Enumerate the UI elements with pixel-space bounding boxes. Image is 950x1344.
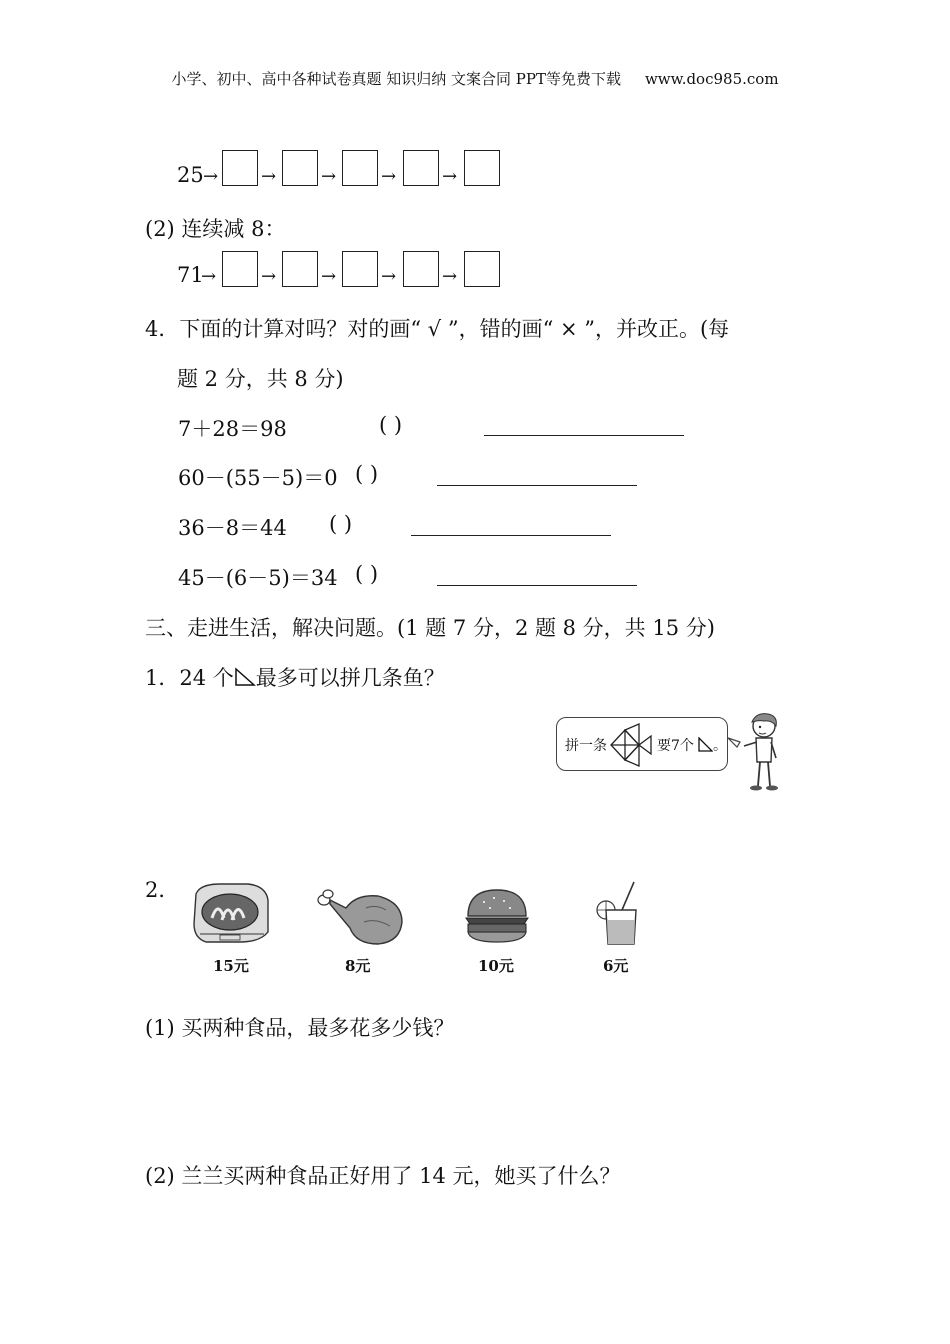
judge-paren[interactable]: ( ) xyxy=(329,512,353,536)
arrow-icon: → xyxy=(201,266,217,287)
answer-box[interactable] xyxy=(282,251,318,287)
q1-text xyxy=(145,662,445,692)
page-header xyxy=(0,68,950,89)
q2-sub2: (2) 兰兰买两种食品正好用了 14 元，她买了什么？ xyxy=(145,1164,621,1188)
price-label: 8元 xyxy=(345,957,371,975)
answer-box[interactable] xyxy=(222,150,258,186)
arrow-icon: → xyxy=(442,266,458,287)
q4-expr-3: 36－8＝44 xyxy=(178,516,287,540)
q1-suffix: 最多可以拼几条鱼？ xyxy=(255,666,445,690)
bubble-text-left: 拼一条 xyxy=(565,738,607,754)
correction-blank[interactable] xyxy=(437,585,637,586)
arrow-icon: → xyxy=(321,266,337,287)
speech-bubble xyxy=(556,717,728,771)
q4-expr-2: 60－(55－5)＝0 xyxy=(178,466,338,490)
bread-icon xyxy=(190,880,272,946)
answer-box[interactable] xyxy=(403,251,439,287)
correction-blank[interactable] xyxy=(411,535,611,536)
bubble-text-right: 要7个 xyxy=(657,738,694,754)
answer-box[interactable] xyxy=(403,150,439,186)
chicken-leg-icon xyxy=(316,888,406,946)
answer-box[interactable] xyxy=(464,251,500,287)
q4-expr-4: 45－(6－5)＝34 xyxy=(178,566,338,590)
arrow-icon: → xyxy=(261,166,277,187)
part2-label: (2) 连续减 8： xyxy=(145,217,286,241)
q2-sub1: (1) 买两种食品，最多花多少钱？ xyxy=(145,1016,455,1040)
arrow-icon: → xyxy=(381,266,397,287)
answer-box[interactable] xyxy=(342,251,378,287)
fish-tangram-icon xyxy=(609,722,655,768)
q4-line1: 4．下面的计算对吗？对的画“ √ ”，错的画“ × ”，并改正。(每 xyxy=(145,317,730,341)
q1-prefix: 1．24 个 xyxy=(145,666,234,690)
boy-figure-icon xyxy=(724,712,786,794)
juice-icon xyxy=(592,880,644,948)
arrow-icon: → xyxy=(321,166,337,187)
section3-title: 三、走进生活，解决问题。(1 题 7 分，2 题 8 分，共 15 分) xyxy=(145,616,715,640)
judge-paren[interactable]: ( ) xyxy=(355,462,379,486)
q2-label: 2． xyxy=(145,878,180,902)
right-triangle-icon xyxy=(697,737,713,752)
answer-box[interactable] xyxy=(282,150,318,186)
arrow-icon: → xyxy=(442,166,458,187)
answer-box[interactable] xyxy=(342,150,378,186)
correction-blank[interactable] xyxy=(437,485,637,486)
burger-icon xyxy=(464,886,530,946)
q4-expr-1: 7＋28＝98 xyxy=(178,417,287,441)
chain1-start: 25 xyxy=(177,163,204,187)
arrow-icon: → xyxy=(203,166,219,187)
header-website: www.doc985.com xyxy=(644,70,779,88)
price-label: 6元 xyxy=(603,957,629,975)
judge-paren[interactable]: ( ) xyxy=(355,562,379,586)
answer-box[interactable] xyxy=(222,251,258,287)
right-triangle-icon xyxy=(234,667,256,687)
bubble-text-end: 。 xyxy=(713,738,727,754)
correction-blank[interactable] xyxy=(484,435,684,436)
judge-paren[interactable]: ( ) xyxy=(379,413,403,437)
chain2-start: 71 xyxy=(177,263,204,287)
answer-box[interactable] xyxy=(464,150,500,186)
q4-line2: 题 2 分，共 8 分) xyxy=(177,367,344,391)
arrow-icon: → xyxy=(261,266,277,287)
price-label: 15元 xyxy=(213,957,249,975)
header-left-text: 小学、初中、高中各种试卷真题 知识归纳 文案合同 PPT等免费下载 xyxy=(171,70,621,88)
arrow-icon: → xyxy=(381,166,397,187)
price-label: 10元 xyxy=(478,957,514,975)
